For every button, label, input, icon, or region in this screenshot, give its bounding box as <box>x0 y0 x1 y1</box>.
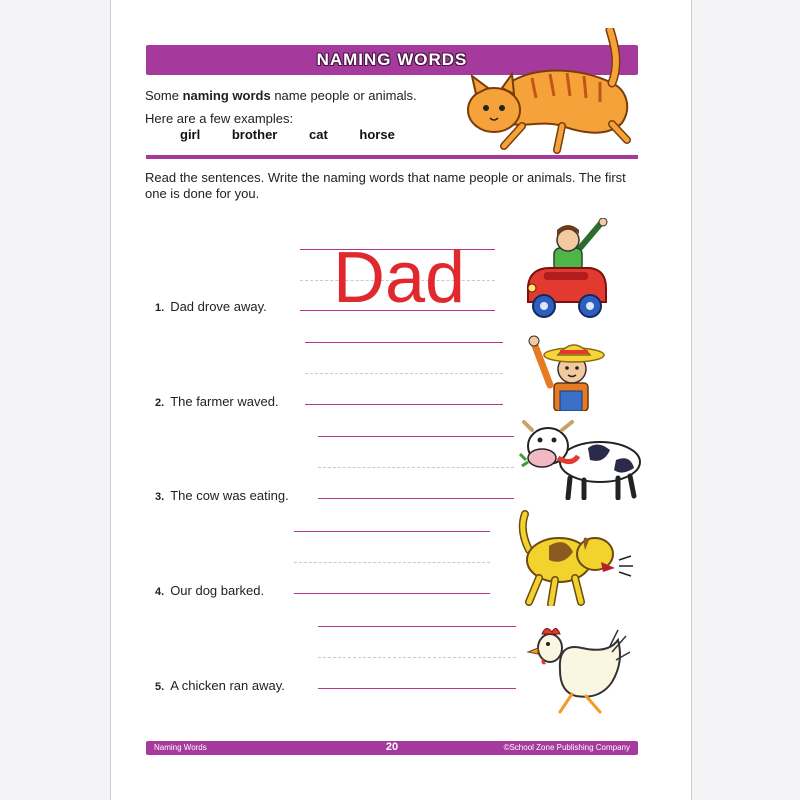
page-footer <box>146 741 638 755</box>
farmer-illustration <box>528 335 616 411</box>
sentence-4 <box>155 583 264 598</box>
sentence-text: A chicken ran away. <box>170 678 285 693</box>
instructions: Read the sentences. Write the naming words that name people or animals. The first one is done for you. <box>145 170 626 201</box>
page-title: NAMING WORDS <box>316 50 468 69</box>
sentence-5 <box>155 678 285 693</box>
intro-text <box>145 88 417 103</box>
sentence-number: 1. <box>155 302 165 314</box>
writing-line-mid <box>294 562 490 563</box>
writing-line-top <box>318 436 514 437</box>
example-word: horse <box>359 127 395 142</box>
car-driver-illustration <box>520 218 612 328</box>
examples-lead: Here are a few examples: <box>145 111 294 126</box>
writing-line-top <box>294 531 490 532</box>
chicken-illustration <box>520 622 630 716</box>
writing-line-top <box>318 626 516 627</box>
divider-rule <box>146 155 638 159</box>
example-word: brother <box>231 127 278 142</box>
intro-bold: naming words <box>182 88 271 103</box>
sentence-text: Dad drove away. <box>170 299 267 314</box>
sentence-2 <box>155 394 279 409</box>
sentence-number: 5. <box>155 681 165 693</box>
sentence-1 <box>155 299 267 314</box>
answer-line[interactable] <box>294 593 490 594</box>
writing-line-mid <box>318 657 516 658</box>
writing-line-mid <box>305 373 503 374</box>
copyright: ©School Zone Publishing Company <box>503 743 630 752</box>
intro-post: name people or animals. <box>270 88 417 103</box>
answer-line[interactable] <box>318 688 516 689</box>
answer-line[interactable] <box>318 498 514 499</box>
example-word: girl <box>180 127 201 142</box>
examples-list <box>180 127 423 142</box>
sentence-number: 3. <box>155 491 165 503</box>
page-number: 20 <box>385 741 399 753</box>
sentence-3 <box>155 488 289 503</box>
writing-line-mid <box>318 467 514 468</box>
sentence-text: The cow was eating. <box>170 488 289 503</box>
sample-answer: Dad <box>333 238 466 318</box>
dog-illustration <box>515 510 635 606</box>
footer-section-title: Naming Words <box>154 743 207 752</box>
writing-line-top <box>305 342 503 343</box>
cow-illustration <box>518 420 646 500</box>
cat-illustration <box>462 28 642 158</box>
sentence-text: The farmer waved. <box>170 394 279 409</box>
sentence-text: Our dog barked. <box>170 583 265 598</box>
sentence-number: 2. <box>155 397 165 409</box>
answer-line[interactable] <box>305 404 503 405</box>
intro-pre: Some <box>145 88 183 103</box>
sentence-number: 4. <box>155 586 165 598</box>
example-word: cat <box>308 127 328 142</box>
